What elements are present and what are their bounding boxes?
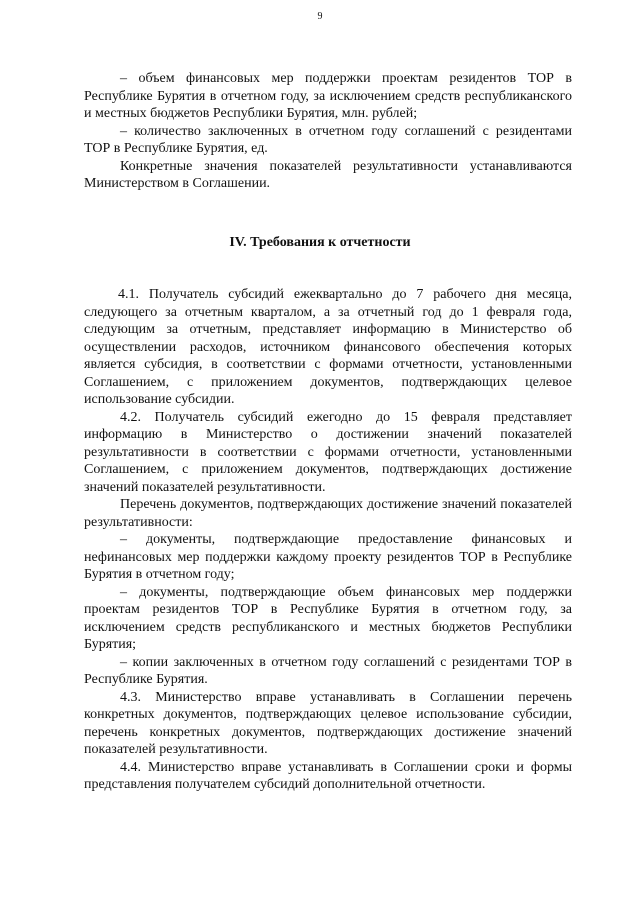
paragraph-financial-support-volume: – объем финансовых мер поддержки проектам резидентов ТОР в Республике Бурятия в отчетном году, за исключением средств республиканского и местных бюджетов Республики Бурятия, млн. рублей; — [84, 71, 572, 121]
main-paragraphs — [84, 286, 572, 794]
paragraph-4-4: 4.4. Министерство вправе устанавливать в Соглашении сроки и формы представления получателем субсидий дополнительной отчетности. — [84, 759, 572, 792]
section-heading: IV. Требования к отчетности — [229, 235, 411, 250]
page-number: 9 — [317, 11, 323, 22]
list-item-agreement-copies: – копии заключенных в отчетном году соглашений с резидентами ТОР в Республике Бурятия. — [84, 654, 572, 687]
paragraph-4-1: 4.1. Получатель субсидий ежеквартально до 7 рабочего дня месяца, следующего за отчетным кварталом, а за отчетный год до 1 февраля года, следующим за отчетным, представляет информацию в Министерство об осуществлении расходов, источником финансового обеспечения которых является субсидия, в соответствии с формами отчетности, установленными Соглашением, с приложением документов, подтверждающих целевое использование субсидии. — [84, 287, 572, 407]
list-item-financial-volume-documents: – документы, подтверждающие объем финансовых мер поддержки проектам резидентов ТОР в Республике Бурятия в отчетном году, за исключением средств республиканского и местных бюджетов Республики Бурятия; — [84, 584, 572, 652]
top-paragraphs — [84, 70, 572, 193]
paragraph-documents-list-intro: Перечень документов, подтверждающих достижение значений показателей результативности: — [84, 497, 572, 530]
paragraph-indicator-values: Конкретные значения показателей результативности устанавливаются Министерством в Соглашении. — [84, 158, 572, 191]
paragraph-agreements-count: – количество заключенных в отчетном году соглашений с резидентами ТОР в Республике Бурятия, ед. — [84, 123, 572, 156]
paragraph-4-3: 4.3. Министерство вправе устанавливать в Соглашении перечень конкретных документов, подтверждающих целевое использование субсидии, перечень конкретных документов, подтверждающих достижение значений показателей результативности. — [84, 689, 572, 757]
list-item-support-documents: – документы, подтверждающие предоставление финансовых и нефинансовых мер поддержки каждому проекту резидентов ТОР в Республике Бурятия в отчетном году; — [84, 532, 572, 582]
paragraph-4-2: 4.2. Получатель субсидий ежегодно до 15 февраля представляет информацию в Министерство о достижении значений показателей результативности в соответствии с формами отчетности, установленными Соглашением, с приложением документов, подтверждающих достижение значений показателей результативности. — [84, 409, 572, 495]
